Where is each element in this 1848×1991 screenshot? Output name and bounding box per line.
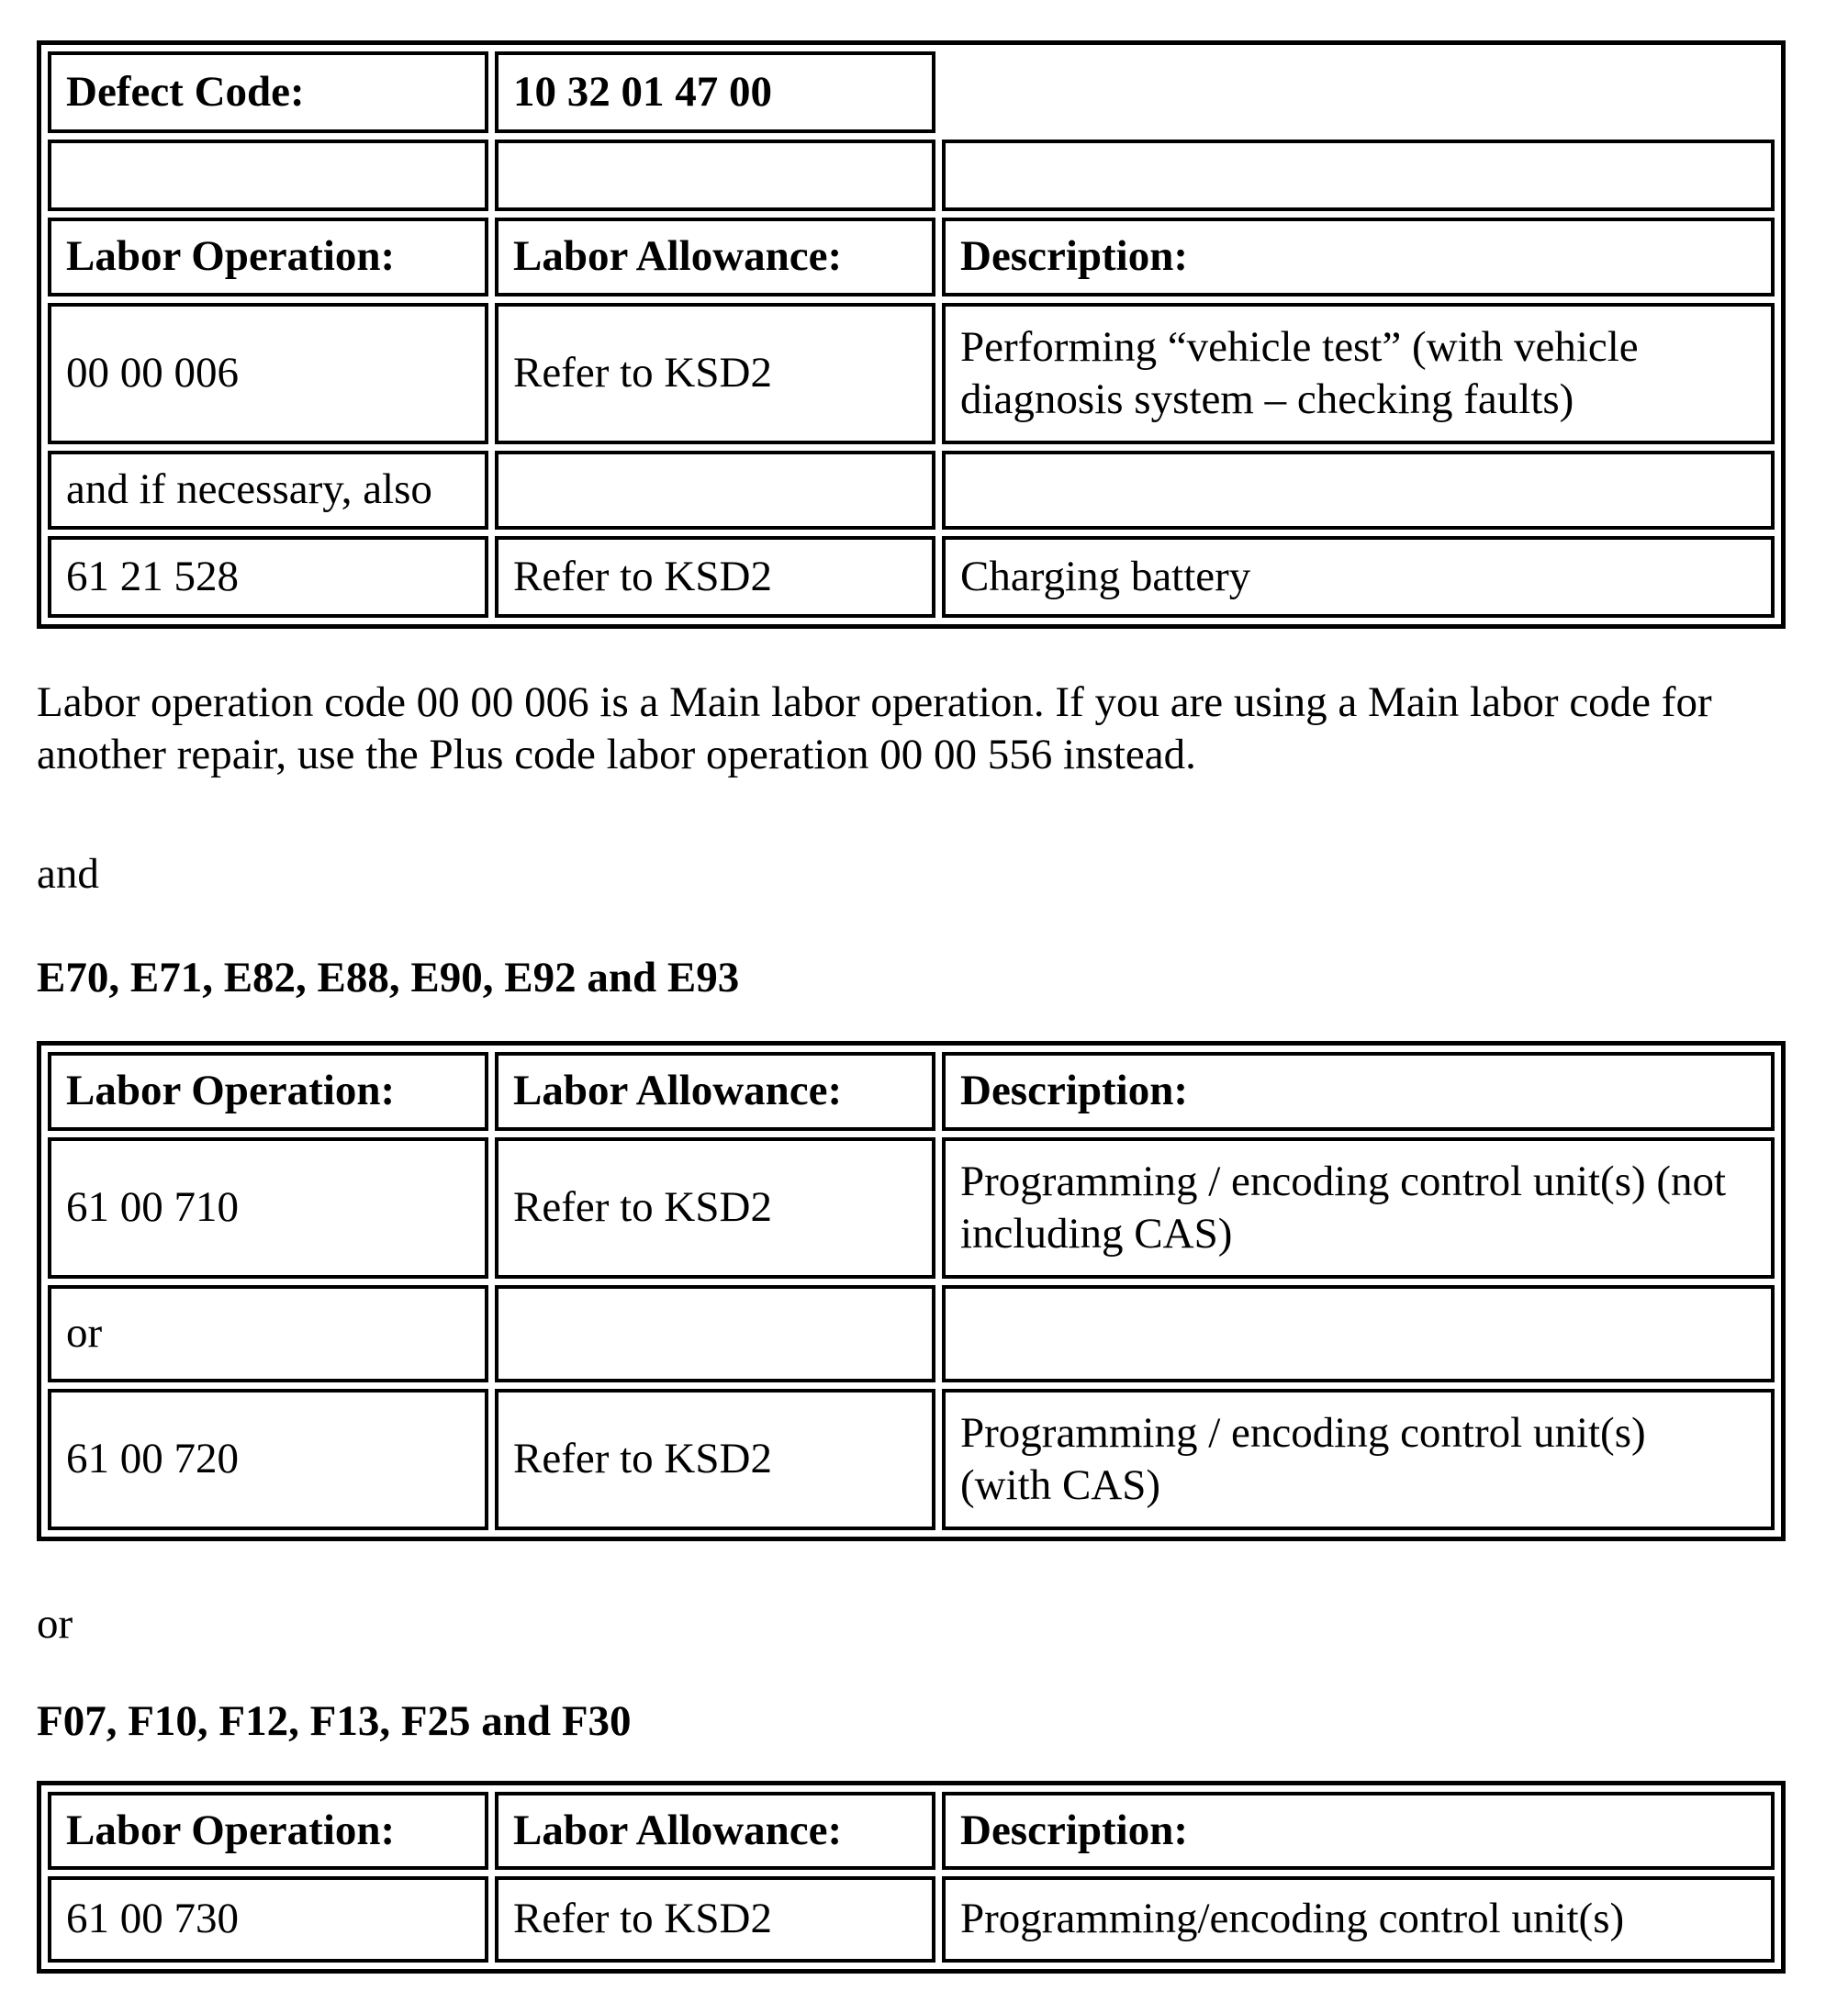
empty-cell (942, 140, 1775, 211)
connector-and: and (37, 849, 99, 898)
labor-allowance-header-cell: Labor Allowance: (495, 1792, 935, 1870)
table-row (48, 1137, 1775, 1280)
empty-cell (495, 140, 935, 211)
labor-operation-header-cell: Labor Operation: (48, 1052, 488, 1130)
labor-allowance-cell: Refer to KSD2 (495, 303, 935, 445)
table-row (48, 1389, 1775, 1531)
labor-allowance-cell: Refer to KSD2 (495, 536, 935, 618)
connector-cell: and if necessary, also (48, 451, 488, 529)
table-row (48, 451, 1775, 529)
table-row (48, 1285, 1775, 1381)
description-cell: Charging battery (942, 536, 1775, 618)
description-cell: Performing “vehicle test” (with vehicle diagnosis system – checking faults) (942, 303, 1775, 445)
empty-cell (495, 451, 935, 529)
f-models-heading: F07, F10, F12, F13, F25 and F30 (37, 1696, 632, 1745)
defect-code-row (48, 51, 1775, 133)
labor-allowance-header-cell: Labor Allowance: (495, 1052, 935, 1130)
table-row (48, 536, 1775, 618)
empty-cell (942, 451, 1775, 529)
defect-code-label: Defect Code: (48, 51, 488, 133)
header-row (48, 1052, 1775, 1130)
header-row (48, 1792, 1775, 1870)
e-models-labor-table (37, 1041, 1786, 1541)
description-cell: Programming/encoding control unit(s) (942, 1876, 1775, 1962)
description-cell: Programming / encoding control unit(s) (with CAS) (942, 1389, 1775, 1531)
empty-cell (495, 1285, 935, 1381)
spacer-cell (942, 51, 1775, 133)
defect-code-table (37, 40, 1786, 629)
header-row (48, 218, 1775, 296)
f-models-labor-table (37, 1781, 1786, 1974)
connector-or: or (37, 1600, 73, 1649)
document-page (37, 40, 1811, 1974)
main-labor-note: Labor operation code 00 00 006 is a Main labor operation. If you are using a Main labor code for another repair, use the Plus code labor operation 00 00 556 instead. (37, 677, 1712, 779)
connector-cell: or (48, 1285, 488, 1381)
empty-cell (942, 1285, 1775, 1381)
labor-operation-cell: 61 00 710 (48, 1137, 488, 1280)
labor-operation-cell: 61 21 528 (48, 536, 488, 618)
e-models-heading: E70, E71, E82, E88, E90, E92 and E93 (37, 953, 740, 1001)
labor-allowance-cell: Refer to KSD2 (495, 1876, 935, 1962)
description-header-cell: Description: (942, 1792, 1775, 1870)
table-row (48, 1876, 1775, 1962)
table-row (48, 303, 1775, 445)
labor-operation-cell: 61 00 730 (48, 1876, 488, 1962)
empty-row (48, 140, 1775, 211)
description-header-cell: Description: (942, 218, 1775, 296)
labor-operation-header-cell: Labor Operation: (48, 1792, 488, 1870)
labor-operation-header-cell: Labor Operation: (48, 218, 488, 296)
labor-operation-cell: 00 00 006 (48, 303, 488, 445)
labor-allowance-cell: Refer to KSD2 (495, 1389, 935, 1531)
labor-allowance-header-cell: Labor Allowance: (495, 218, 935, 296)
description-cell: Programming / encoding control unit(s) (not including CAS) (942, 1137, 1775, 1280)
labor-operation-cell: 61 00 720 (48, 1389, 488, 1531)
labor-allowance-cell: Refer to KSD2 (495, 1137, 935, 1280)
empty-cell (48, 140, 488, 211)
defect-code-value: 10 32 01 47 00 (495, 51, 935, 133)
description-header-cell: Description: (942, 1052, 1775, 1130)
